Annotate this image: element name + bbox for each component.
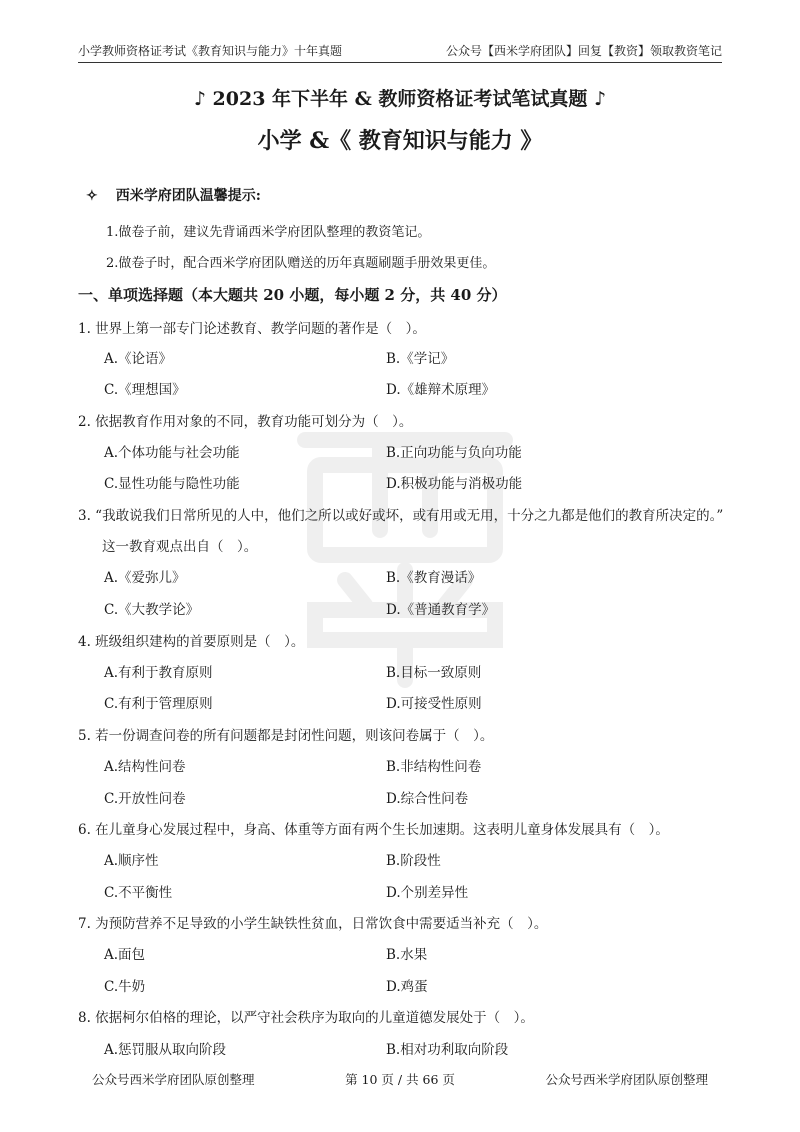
- option-b: B.正向功能与负向功能: [386, 445, 522, 461]
- tip-item: 1.做卷子前，建议先背诵西米学府团队整理的教资笔记。: [106, 225, 431, 240]
- page-number: 第 10 页 / 共 66 页: [345, 1072, 455, 1087]
- subject-title: 小学 &《 教育知识与能力 》: [257, 128, 543, 154]
- question-stem: 3. “我敢说我们日常所见的人中，他们之所以或好或坏，或有用或无用，十分之九都是他们的教育所决定的。”: [78, 508, 724, 524]
- option-a: A.有利于教育原则: [104, 665, 213, 681]
- question-stem-continued: 这一教育观点出自（ ）。: [102, 539, 258, 555]
- header-right-text: 公众号【西米学府团队】回复【教资】领取教资笔记: [445, 44, 722, 58]
- question-stem: 5. 若一份调查问卷的所有问题都是封闭性问题，则该问卷属于（ ）。: [78, 728, 494, 744]
- option-d: D.可接受性原则: [386, 696, 482, 712]
- question-stem: 2. 依据教育作用对象的不同，教育功能可划分为（ ）。: [78, 414, 413, 430]
- footer-left-text: 公众号西米学府团队原创整理: [92, 1072, 255, 1087]
- question-stem: 4. 班级组织建构的首要原则是（ ）。: [78, 634, 305, 650]
- option-d: D.积极功能与消极功能: [386, 476, 523, 492]
- option-a: A.顺序性: [104, 853, 159, 869]
- option-b: B.《学记》: [386, 351, 455, 367]
- sparkle-icon: ✧: [86, 188, 98, 204]
- option-c: C.开放性问卷: [104, 791, 186, 807]
- option-a: A.结构性问卷: [104, 759, 186, 775]
- tips-heading-text: 西米学府团队温馨提示:: [115, 188, 261, 204]
- option-d: D.个别差异性: [386, 885, 469, 901]
- option-a: A.个体功能与社会功能: [104, 445, 240, 461]
- option-c: C.《理想国》: [104, 382, 186, 398]
- option-a: A.《论语》: [104, 351, 173, 367]
- option-d: D.鸡蛋: [386, 979, 428, 995]
- exam-title: ♪ 2023 年下半年 & 教师资格证考试笔试真题 ♪: [193, 88, 607, 110]
- footer-right-text: 公众号西米学府团队原创整理: [545, 1072, 708, 1087]
- option-c: C.显性功能与隐性功能: [104, 476, 240, 492]
- option-c: C.牛奶: [104, 979, 146, 995]
- option-b: B.水果: [386, 947, 428, 963]
- option-c: C.《大教学论》: [104, 602, 200, 618]
- option-b: B.目标一致原则: [386, 665, 482, 681]
- option-b: B.非结构性问卷: [386, 759, 482, 775]
- option-d: D.《普通教育学》: [386, 602, 496, 618]
- option-c: C.不平衡性: [104, 885, 173, 901]
- option-a: A.《爱弥儿》: [104, 570, 186, 586]
- option-b: B.相对功利取向阶段: [386, 1042, 509, 1058]
- question-stem: 6. 在儿童身心发展过程中，身高、体重等方面有两个生长加速期。这表明儿童身体发展具有（ ）。: [78, 822, 669, 838]
- tips-heading: [86, 185, 261, 205]
- section-title: 一、单项选择题（本大题共 20 小题，每小题 2 分，共 40 分）: [78, 286, 507, 304]
- option-d: D.《雄辩术原理》: [386, 382, 496, 398]
- option-b: B.《教育漫话》: [386, 570, 482, 586]
- option-c: C.有利于管理原则: [104, 696, 213, 712]
- option-a: A.惩罚服从取向阶段: [104, 1042, 227, 1058]
- option-d: D.综合性问卷: [386, 791, 469, 807]
- header-left-text: 小学教师资格证考试《教育知识与能力》十年真题: [78, 44, 343, 58]
- question-stem: 7. 为预防营养不足导致的小学生缺铁性贫血，日常饮食中需要适当补充（ ）。: [78, 916, 548, 932]
- question-stem: 8. 依据柯尔伯格的理论，以严守社会秩序为取向的儿童道德发展处于（ ）。: [78, 1010, 534, 1026]
- option-a: A.面包: [104, 947, 146, 963]
- page-header: [78, 42, 722, 63]
- option-b: B.阶段性: [386, 853, 441, 869]
- tip-item: 2.做卷子时，配合西米学府团队赠送的历年真题刷题手册效果更佳。: [106, 256, 496, 271]
- question-stem: 1. 世界上第一部专门论述教育、教学问题的著作是（ ）。: [78, 321, 426, 337]
